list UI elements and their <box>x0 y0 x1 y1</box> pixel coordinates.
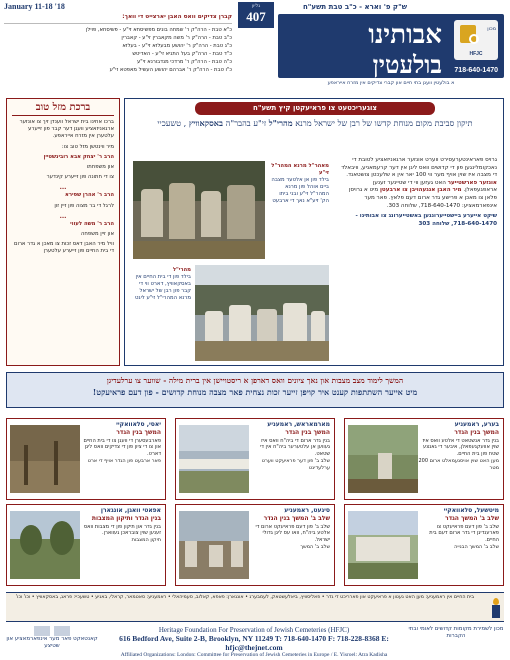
headline-part: זי"ע בהבר"ה <box>225 118 267 128</box>
project-card <box>6 504 166 586</box>
project-text <box>417 508 499 551</box>
issue-label: גליון <box>251 3 261 9</box>
headline-city: באסקאוויץ <box>188 118 224 128</box>
body-text: פאר מער אינפארמאציע: 718-640-1470, שלוחה 303. <box>364 194 497 209</box>
project-text <box>79 422 161 465</box>
project-location: בערע, ראמעניע <box>454 421 499 428</box>
body-text: האט געזען ווי די שטיינער זענען אראפגעפאלן. <box>372 179 497 194</box>
sidebar-name: הרב ר' אהרן שפירא <box>64 192 114 199</box>
photo-caption-1 <box>269 163 329 205</box>
sidebar-paragraph: צו די חתונה פון זייערע קינדער <box>46 174 114 181</box>
footer-contact <box>104 626 404 659</box>
project-card <box>175 504 335 586</box>
sidebar-paragraph: און משפחתו <box>86 164 114 171</box>
mazel-tov-sidebar <box>6 98 120 366</box>
project-location: סיגעט, ראמעניע <box>284 507 330 514</box>
gravestones-photo <box>133 161 265 259</box>
issue-badge <box>238 2 274 28</box>
masthead <box>278 14 504 78</box>
project-description: בנין גדר און תיקון פון די מצבות וואס זענען שוין צובראכן געווארן. <box>83 523 161 537</box>
caption-text: בילד פון די בית החיים אין באסקאוויץ, דארט ווי די קבר פון רבן של ישראל מרנא המהרי"ל זי"ע ליגט <box>134 274 191 301</box>
project-card <box>344 504 504 586</box>
projects-grid <box>6 414 504 588</box>
article-body <box>341 157 497 228</box>
project-description: שלב ב' פון דעם פראיעקט צו פארענדיגן די גדר ארום דעם בית החיים. <box>429 523 499 544</box>
tile-icon <box>34 626 50 636</box>
caption-title: מהרי"ל <box>172 267 191 273</box>
project-extra: תיקון המצבות <box>131 537 161 544</box>
body-text: מיט א גרויסן פלאן צו מאכן א פרישע גדר ארום דעם פלאץ. <box>348 187 497 201</box>
sidebar-paragraph: וויל מיר האבן דאס זכות צו מאכן א גדר ארום די בית החיים פון זייערע עלטערן <box>13 241 114 255</box>
project-photo <box>179 511 249 579</box>
sidebar-separator: ... <box>59 212 67 220</box>
body-emphasis: מיר האבן אנגעהויבן צו ארבעטן <box>380 187 462 194</box>
body-emphasis: אונזער פארשטייער <box>447 179 497 186</box>
appeal-line-2: מיט אייער השתתפות קענט איר קויפן זייער זכות נצחית פאר מצבה מנוחת קדושים - פון דעם פראיעקט! <box>92 387 418 397</box>
masthead-subtitle: בולעטין <box>372 50 442 79</box>
phone-number: 718-640-1470 <box>454 67 498 74</box>
project-extra: שלב ב' המשך <box>300 543 330 550</box>
weekly-item: כ"א טבת - הרה"ק ר' שמחה בונים מפשיסחא זי"ע - פשיסחא, פוילן <box>86 27 232 33</box>
footer-affiliations: Affiliated Organizations: London: Committee for Preservation of Jewish Cemeteries in Europe / E. Yisroel: Atra Kadisha <box>120 652 388 658</box>
sidebar-paragraph: און זיין משפחה <box>80 231 114 238</box>
project-card <box>6 418 166 500</box>
project-description: פארבעסערן די וועגן צו די בית החיים און צו די ציון פון די צדיקים וואס ליגן דארט. <box>83 437 161 458</box>
weekly-yahrzeit-list <box>4 14 232 75</box>
project-photo <box>179 425 249 493</box>
sidebar-title: ברכת מזל טוב <box>12 102 114 116</box>
photo-caption-2 <box>133 267 191 302</box>
sidebar-separator: ... <box>59 184 67 192</box>
project-photo <box>10 425 80 493</box>
project-extra: שלב ב' המשך הבנייה <box>454 543 499 550</box>
project-title: בנין הגדר ותיקון המצבות <box>91 514 161 522</box>
body-text: גרויס פאראינטערעסירט ווערט אונזער ארגאניזאציע לטובת די נאכקומלינגען פון די קדושים וואס ליגן אין דער קרעמאניע, <box>352 157 497 171</box>
project-text <box>79 508 161 544</box>
parsha-line: ש"ק פ' וארא - כ"ב טבת תשע"ח <box>302 3 408 11</box>
date-range: January 11-18 '18 <box>4 2 65 11</box>
logo-text: HFJC <box>469 51 483 57</box>
sidebar-paragraph: ברכו אחינו בית ישראל ווענדן זיך צו אונזער ארגאניזאציע וועגן דער קבר פון זייערע עלטערן אין מזרח אייראפע. <box>19 119 114 140</box>
project-title: המשך בנין הגדר <box>116 428 161 436</box>
tile-icon <box>54 626 70 636</box>
logo-mark-icon <box>460 25 476 43</box>
appeal-banner <box>6 372 504 408</box>
footer-address: 616 Bedford Ave, Suite 2-B, Brooklyn, NY 11249 T: 718-640-1470 F: 718-228-8368 E: hfjc@thejnet.com <box>119 634 389 652</box>
hfjc-logo <box>454 20 498 60</box>
weekly-item: כ"ג טבת - הרה"ק ר' יהושע מבעלזא זי"ע - בעלזא <box>122 43 232 49</box>
project-title: שלב ב' המשך הגדר <box>444 514 499 522</box>
project-location: מארמאראש, ראמעניע <box>267 421 330 428</box>
project-location: אפאטי וואגן, אונגארן <box>100 507 161 514</box>
project-text <box>417 422 499 472</box>
project-title: שלב ב' המשך בנין הגדר <box>263 514 330 522</box>
weekly-item: כ"ד טבת - הרה"ק בעל התניא זי"ע - האדיטש <box>132 51 232 57</box>
project-location: מיטשעל, סלאוואקיי <box>443 507 499 514</box>
logo-hebrew: מכון <box>487 26 496 32</box>
sidebar-name: הרב ר' יצחק אבא רובינשטיין <box>43 153 114 160</box>
cemetery-photo <box>195 265 329 361</box>
article-banner: צוגעריכטעט צו פראיעקטן קיץ תשע"ח <box>195 102 435 115</box>
project-description: בנין גדר ארום די ביה"ח וואס איז געווען אן עלטערער ביה"ח אין די שטאט. <box>260 437 330 458</box>
project-description: בנין גדר אנשטאט די אלטע וואס איז שוין אוועקגעפאלן, איבער די גאנצע שטח פון בית החיים. <box>422 437 499 458</box>
sidebar-name: הרב ר' משה לעווי <box>70 220 114 227</box>
project-card <box>344 418 504 500</box>
project-text <box>248 508 330 551</box>
project-text <box>248 422 330 472</box>
weekly-item: כ"ו טבת - הרה"ק ר' אברהם יהושע העשיל מאפטא זי"ע <box>109 67 232 73</box>
candle-icon <box>490 598 502 618</box>
sidebar-paragraph: מיר ווינטשן מזל טוב צו: <box>61 143 114 150</box>
appeal-line-1: המשך לימוד מצב מצבות און נאך ציונים וואס דארפן א ריסטויישן אין ברית מילה - שווער צו ערלעדיגן <box>106 376 404 385</box>
footer-org-name: Heritage Foundation For Preservation of Jewish Cemeteries (HFJC) <box>158 626 350 634</box>
article-headline <box>131 118 499 129</box>
caption-title: מאהר"ל מרנא המהר"ל זי"ע <box>271 163 329 176</box>
project-photo <box>348 425 418 493</box>
header <box>0 0 510 96</box>
project-photo <box>348 511 418 579</box>
project-location: יאסי, סלאוואקיי <box>116 421 161 428</box>
issue-number: 407 <box>246 9 266 24</box>
project-card <box>175 418 335 500</box>
weekly-lead: קברן צדיקים וואס האבן יארצייט די וואך: <box>4 14 232 24</box>
headline-part: תיקון סביבת מקום מנוחת קדשו של רבן של ישראל מרנא <box>295 118 473 128</box>
main-article <box>124 98 504 366</box>
project-title: המשך בנין הגדר <box>285 428 330 436</box>
body-text: וויבאלד די מצבה איז שוין אויף מער ווי 100 יאר אין א שלעכטן צושטאנד. <box>341 164 497 179</box>
project-extra: שלב ב' פון דער פראיעקט ווערט ערלעדיגט <box>261 457 330 471</box>
cemetery-list-strip: בית החיים אין ראמעניע: מען האט געטון א פראיעקט און פארריכט די גדר • פאליסוויץ, ביאלעשטאק, לעמבערג • אונגארן: פאפא, קאלוב, סעמיהאלי • ראמעניע: סאטמאר, קראלי, באניע • טשעכיי: פראג, באסקאוויץ • וכו' וכו' <box>6 592 504 622</box>
article-contact: שיקט אייערע ביישטייערונגען באשטייערונג צו אבותינו - 718-640-1470, שלוחה 303 <box>355 213 497 227</box>
footer-right: מכון לשמירת מקומות קדושים לאומי ובתי הקברות <box>408 626 504 639</box>
headline-part: , טשעכיי <box>157 118 187 128</box>
masthead-title: אבותינו <box>368 20 442 50</box>
tagline: א בולעטין וועגן בתי חיים און קברי צדיקים אין מזרח אייראפע <box>327 80 455 86</box>
project-extra: מען האט שוין אויסגעמאלט ארום 200 מטר <box>418 457 499 471</box>
project-photo <box>10 511 80 579</box>
weekly-item: כ"ה טבת - הרה"ק ר' מרדכי מנדבורנא זי"ע <box>137 59 232 65</box>
footer-left <box>6 626 98 650</box>
project-title: המשך בנין הגדר <box>454 428 499 436</box>
caption-text: בילד פון אן אלטער מצבה ביים אוהל פון מרנא המהר"ל זי"ע ובני ביתו הק' זיע"א נאך די ארבעט <box>271 177 329 204</box>
project-extra: פאר ארבעט פון הגדר אויף די ארט <box>87 457 161 464</box>
project-description: שלב ב' פון דעם פראיעקט ארום די אלטע ביה"ח, וואו עס ליגן גדולי ישראל. <box>255 523 330 544</box>
sidebar-paragraph: לרגל די בר מצוה פון זיין זון <box>54 202 114 209</box>
footer-left-text: קאנטאקט פאר מער אינפארמאציע און שטיצע <box>6 636 98 649</box>
headline-name: מהרי"ל <box>268 118 293 128</box>
weekly-item: כ"ב טבת - הרה"ק ר' משה מקאברין זי"ע - קאברין <box>121 35 232 41</box>
